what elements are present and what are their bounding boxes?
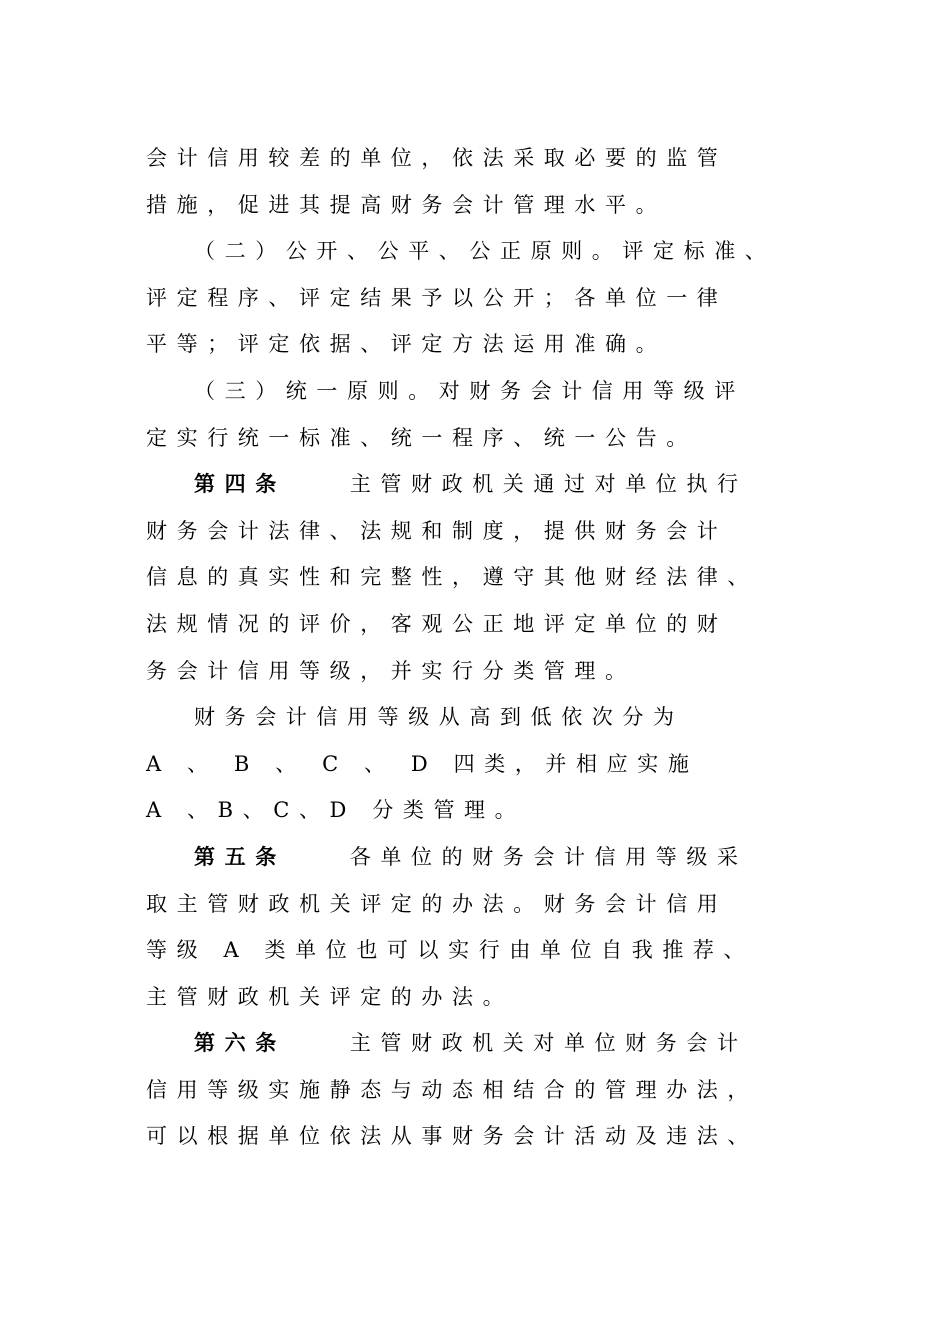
article-text: 各单位的财务会计信用等级采 [349,844,748,869]
article-heading: 第四条 [194,471,286,497]
text-line: 可以根据单位依法从事财务会计活动及违法、 [146,1124,758,1149]
text-line: 主管财政机关评定的办法。 [146,984,514,1009]
text-line: A 、B、C、D 分类管理。 [146,798,526,823]
text-line: 评定程序、评定结果予以公开；各单位一律 [146,285,728,310]
text-line: （二）公开、公平、公正原则。评定标准、 [194,239,776,264]
text-line: 会计信用较差的单位，依法采取必要的监管 [146,146,728,170]
document-body [146,135,806,1160]
text-line: 法规情况的评价，客观公正地评定单位的财 [146,611,728,636]
text-line: 财务会计法律、法规和制度，提供财务会计 [146,518,728,543]
text-line [146,1020,806,1067]
text-line: 财务会计信用等级从高到低依次分为 [194,705,684,730]
text-line: 务会计信用等级，并实行分类管理。 [146,658,636,683]
text-line: 定实行统一标准、统一程序、统一公告。 [146,425,697,450]
text-line: 取主管财政机关评定的办法。财务会计信用 [146,891,728,916]
text-line: 平等；评定依据、评定方法运用准确。 [146,332,667,357]
text-line: （三）统一原则。对财务会计信用等级评 [194,378,745,403]
text-line [146,461,806,508]
text-line: 措施，促进其提高财务会计管理水平。 [146,192,667,217]
text-line [146,834,806,881]
article-heading: 第六条 [194,1030,286,1056]
text-line: A 、 B 、 C 、 D 四类，并相应实施 [146,751,699,776]
text-line: 等级 A 类单位也可以实行由单位自我推荐、 [146,938,755,963]
article-text: 主管财政机关对单位财务会计 [349,1031,748,1056]
article-text: 主管财政机关通过对单位执行 [349,472,748,497]
text-line: 信息的真实性和完整性，遵守其他财经法律、 [146,565,758,590]
article-heading: 第五条 [194,843,286,869]
text-line: 信用等级实施静态与动态相结合的管理办法， [146,1077,758,1102]
